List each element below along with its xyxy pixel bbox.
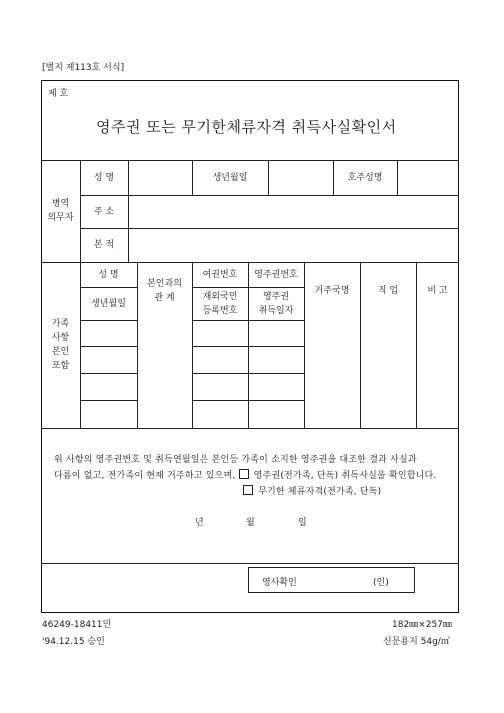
consul-label: 영사확인 <box>262 578 297 588</box>
statement-line-1: 위 사항의 영주권번호 및 취득연월일은 본인등 가족이 소지한 영주권을 대조한 결과 사실과 <box>54 455 417 465</box>
footer-approved: '94.12.15 승인 <box>42 637 105 647</box>
grid-line <box>41 563 459 564</box>
domicile-field[interactable] <box>128 228 459 262</box>
family-birth-label: 생년월일 <box>91 298 126 309</box>
address-label: 주 소 <box>93 206 115 217</box>
country-label: 거주국명 <box>314 286 350 296</box>
statement-text: 다름이 없고, 전가족이 현재 거주하고 있으며, <box>54 471 236 481</box>
footer-code: 46249-18411민 <box>42 620 112 630</box>
passport-label: 여권번호 <box>202 269 238 280</box>
overseas-label-text: 등록번호 <box>202 305 238 316</box>
family-entry-number-field[interactable] <box>192 320 304 428</box>
name-field[interactable] <box>128 160 192 195</box>
section-label-text: 병역 <box>51 199 70 209</box>
family-entry-job-field[interactable] <box>360 320 416 428</box>
grid-line <box>41 428 459 429</box>
option-indefinite-stay: 무기한 체류자격(전가족, 단독) <box>258 487 382 497</box>
form-reference: [별지 제113호 서식] <box>42 63 125 73</box>
relation-label-text: 본인과의 <box>147 279 182 289</box>
date-day: 일 <box>298 518 307 528</box>
subject-section-label <box>41 160 80 262</box>
document-number-label: 제 호 <box>48 89 69 99</box>
head-name-field[interactable] <box>397 160 459 195</box>
relation-label <box>137 262 192 320</box>
family-section-label <box>41 262 80 428</box>
section-label-text: 포함 <box>51 361 70 371</box>
checkbox-permanent-residence[interactable] <box>239 469 249 479</box>
address-field[interactable] <box>128 195 459 228</box>
birth-field[interactable] <box>268 160 333 195</box>
pr-date-label <box>248 287 304 320</box>
job-label: 직 업 <box>377 286 399 296</box>
section-label-text: 의무자 <box>47 213 74 223</box>
family-entry-country-field[interactable] <box>304 320 360 428</box>
option-permanent-residence: 영주권(전가족, 단독) 취득사실을 확인합니다. <box>253 471 437 481</box>
remark-label: 비 고 <box>427 286 448 296</box>
date-year: 년 <box>195 518 204 528</box>
section-label-text: 가족 <box>51 319 70 329</box>
overseas-label-text: 재외국민 <box>202 291 238 302</box>
page-title: 영주권 또는 무기한체류자격 취득사실확인서 <box>96 118 397 136</box>
relation-label-text: 관 계 <box>154 293 175 303</box>
consul-seal: (인) <box>373 578 389 588</box>
date-month: 월 <box>246 518 255 528</box>
statement-line-3 <box>243 482 381 502</box>
pr-date-label-text: 취득일자 <box>258 305 294 316</box>
family-entry-name-field[interactable] <box>80 320 137 428</box>
domicile-label: 본 적 <box>93 240 115 250</box>
pr-number-label: 영주권번호 <box>254 269 298 280</box>
name-label: 성 명 <box>93 172 115 183</box>
section-label-text: 본인 <box>51 347 70 357</box>
pr-date-label-text: 영주권 <box>262 291 290 302</box>
section-label-text: 사항 <box>51 333 70 343</box>
overseas-reg-label <box>192 287 248 320</box>
footer-size: 182㎜×257㎜ <box>392 620 452 630</box>
head-name-label: 호주성명 <box>347 172 383 183</box>
family-entry-relation-field[interactable] <box>137 320 192 428</box>
footer-paper: 신문용지 54g/㎡ <box>383 637 450 647</box>
checkbox-indefinite-stay[interactable] <box>243 485 253 495</box>
family-name-label: 성 명 <box>98 269 119 280</box>
birth-label: 생년월일 <box>212 172 248 183</box>
family-entry-remark-field[interactable] <box>416 320 459 428</box>
